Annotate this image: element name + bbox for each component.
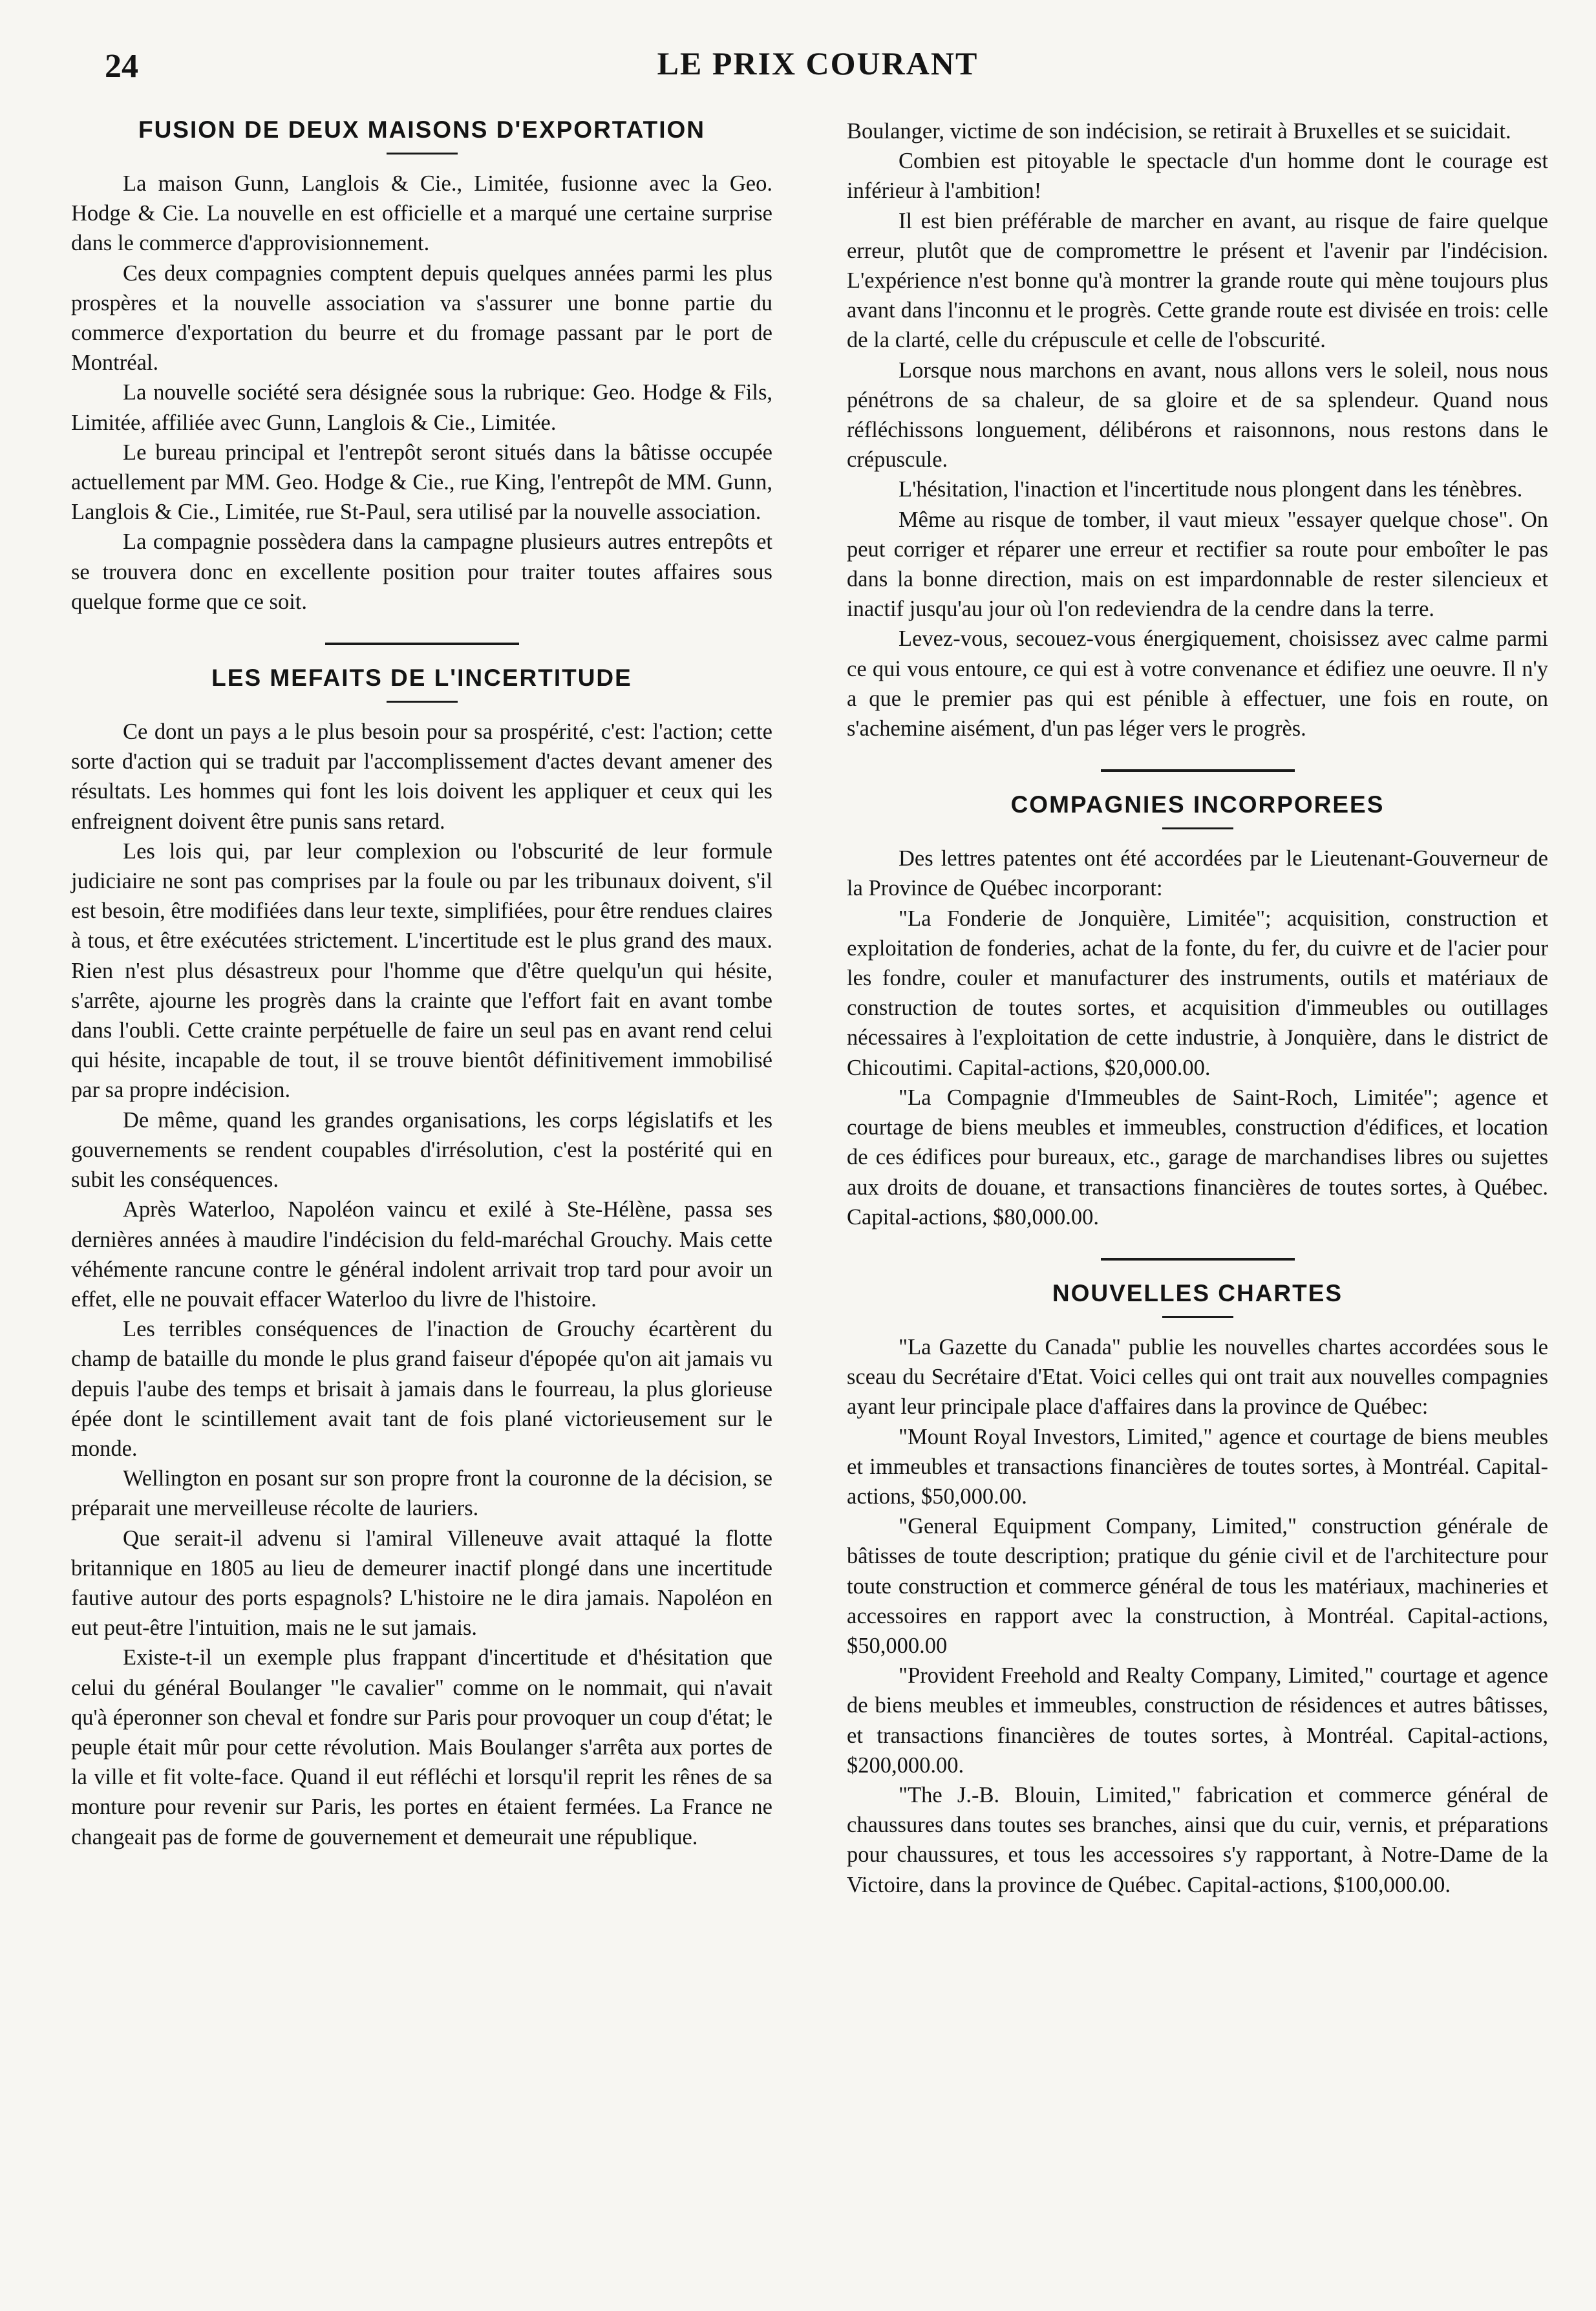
mefaits-continuation: Boulanger, victime de son indécision, se retirait à Bruxelles et se suicidait.: [847, 119, 1511, 144]
chartes-paragraph: "General Equipment Company, Limited," construction générale de bâtisses de toute description; pratique du génie civil et de l'architecture pour toute construction et commerce général de tous les matériaux, machineries et accessoires en rapport avec la construction, à Montréal. Capital-actions, $50,000.00: [847, 1514, 1548, 1658]
mefaits-paragraph: Après Waterloo, Napoléon vaincu et exilé à Ste-Hélène, passa ses dernières années à maudire l'indécision du feld-maréchal Grouchy. Mais cette véhémente rancune contre le général indolent arrivait trop tard pour avoir un effet, elle ne pouvait effacer Waterloo du livre de l'histoire.: [71, 1197, 772, 1312]
chartes-paragraph: "La Gazette du Canada" publie les nouvelles chartes accordées sous le sceau du Secrétaire d'Etat. Voici celles qui ont trait aux nouvelles compagnies ayant leur principale place d'affaires dans la province de Québec:: [847, 1334, 1548, 1420]
right-column: [847, 116, 1548, 1900]
title-rule: [1162, 827, 1233, 829]
mefaits-paragraph: Les terribles conséquences de l'inaction de Grouchy écartèrent du champ de bataille du monde le plus grand faiseur d'épopée qu'on ait jamais vu depuis l'aube des temps et brisait à jamais dans le fourreau, la plus glorieuse épée dont le scintillement avait tant de fois plané victorieusement sur le monde.: [71, 1317, 772, 1461]
fusion-paragraph: La nouvelle société sera désignée sous la rubrique: Geo. Hodge & Fils, Limitée, affiliée avec Gunn, Langlois & Cie., Limitée.: [71, 380, 772, 435]
chartes-paragraph: "Provident Freehold and Realty Company, Limited," courtage et agence de biens meubles et immeubles, construction de résidences et autres bâtisses, et transactions financières de toutes sortes, à Montréal. Capital-actions, $200,000.00.: [847, 1663, 1548, 1778]
title-rule: [387, 701, 458, 703]
title-rule: [1162, 1316, 1233, 1318]
mefaits-paragraph: Les lois qui, par leur complexion ou l'obscurité de leur formule judiciaire ne sont pas comprises par la foule ou par les tribunaux doivent, s'il est besoin, être modifiées dans leur texte, simplifiées, pour être rendues claires à tous, et être exécutées strictement. L'incertitude est le plus grand des maux. Rien n'est plus désastreux pour l'homme que d'être quelqu'un qui hésite, s'arrête, ajourne les progrès dans la crainte que l'effort fait en avant tombe dans l'oubli. Cette crainte perpétuelle de faire un seul pas en avant rend celui qui hésite, incapable de tout, il se trouve bientôt définitivement immobilisé par sa propre indécision.: [71, 838, 772, 1103]
mefaits-paragraph: Wellington en posant sur son propre front la couronne de la décision, se préparait une merveilleuse récolte de lauriers.: [71, 1466, 772, 1521]
fusion-paragraph: La maison Gunn, Langlois & Cie., Limitée, fusionne avec la Geo. Hodge & Cie. La nouvelle en est officielle et a marqué une certaine surprise dans le commerce d'approvisionnement.: [71, 171, 772, 256]
chartes-paragraph: "Mount Royal Investors, Limited," agence et courtage de biens meubles et immeubles et transactions financières de toutes sortes, à Montréal. Capital-actions, $50,000.00.: [847, 1424, 1548, 1509]
chartes-paragraph: "The J.-B. Blouin, Limited," fabrication et commerce général de chaussures dans toutes ses branches, ainsi que du cuir, vernis, et préparations pour chaussures, et tous les accessoires s'y rapportant, à Notre-Dame de la Victoire, dans la province de Québec. Capital-actions, $100,000.00.: [847, 1782, 1548, 1897]
section-divider: [325, 643, 519, 645]
compagnies-paragraph: "La Compagnie d'Immeubles de Saint-Roch, Limitée"; agence et courtage de biens meubles et immeubles, construction d'édifices, et location de ces édifices pour bureaux, etc., garage de marchandises libres ou sujettes aux droits de douane, et transactions financières de toutes sortes, à Québec. Capital-actions, $80,000.00.: [847, 1085, 1548, 1230]
title-rule: [387, 153, 458, 154]
mefaits-continuation: Combien est pitoyable le spectacle d'un homme dont le courage est inférieur à l'ambition!: [847, 149, 1548, 204]
masthead: LE PRIX COURANT: [657, 45, 979, 81]
page-number: 24: [105, 48, 138, 85]
chartes-title: NOUVELLES CHARTES: [1052, 1279, 1343, 1306]
compagnies-title: COMPAGNIES INCORPOREES: [1010, 791, 1385, 818]
compagnies-paragraph: Des lettres patentes ont été accordées par le Lieutenant-Gouverneur de la Province de Québec incorporant:: [847, 846, 1548, 901]
compagnies-paragraph: "La Fonderie de Jonquière, Limitée"; acquisition, construction et exploitation de fonderies, achat de la fonte, du fer, du cuivre et de l'acier pour les fondre, couler et manufacturer des instruments, outils et matériaux de construction de toutes sortes, et acquisition d'immeubles ou outillages nécessaires à l'exploitation de cette industrie, à Jonquière, dans le district de Chicoutimi. Capital-actions, $20,000.00.: [847, 906, 1548, 1080]
mefaits-continuation: Même au risque de tomber, il vaut mieux "essayer quelque chose". On peut corriger et réparer une erreur et rectifier sa route pour emboîter le pas dans la bonne direction, mais on est impardonnable de rester silencieux et inactif jusqu'au jour où l'on redeviendra de la cendre dans la terre.: [847, 507, 1548, 622]
fusion-paragraph: Ces deux compagnies comptent depuis quelques années parmi les plus prospères et la nouvelle association va s'assurer une bonne partie du commerce d'exportation du beurre et du fromage passant par le port de Montréal.: [71, 261, 772, 376]
mefaits-paragraph: Existe-t-il un exemple plus frappant d'incertitude et d'hésitation que celui du général Boulanger "le cavalier" comme on le nommait, qui n'avait qu'à éperonner son cheval et fondre sur Paris pour provoquer un coup d'état; le peuple était mûr pour cette révolution. Mais Boulanger s'arrêta aux portes de la ville et fit volte-face. Quand il eut réfléchi et lorsqu'il reprit les rênes de sa monture pour revenir sur Paris, les portes en étaient fermées. La France ne changeait pas de forme de gouvernement et demeurait une république.: [71, 1645, 772, 1849]
mefaits-paragraph: Ce dont un pays a le plus besoin pour sa prospérité, c'est: l'action; cette sorte d'action qui se traduit par l'accomplissement d'actes devant amener des résultats. Les hommes qui font les lois doivent les appliquer et ceux qui les enfreignent doivent être punis sans retard.: [71, 719, 772, 834]
mefaits-paragraph: Que serait-il advenu si l'amiral Villeneuve avait attaqué la flotte britannique en 1805 au lieu de demeurer inactif plongé dans une incertitude fautive autour des ports espagnols? L'histoire ne le dira jamais. Napoléon en eut peut-être l'intuition, mais ne le sut jamais.: [71, 1526, 772, 1641]
page-header: [97, 36, 1538, 100]
fusion-paragraph: Le bureau principal et l'entrepôt seront situés dans la bâtisse occupée actuellement par MM. Geo. Hodge & Cie., rue King, l'entrepôt de MM. Gunn, Langlois & Cie., Limitée, rue St-Paul, sera utilisé par la nouvelle association.: [71, 440, 772, 525]
mefaits-continuation: Lorsque nous marchons en avant, nous allons vers le soleil, nous nous pénétrons de sa chaleur, de sa gloire et de sa splendeur. Quand nous réfléchissons longuement, délibérons et raisonnons, nous restons dans le crépuscule.: [847, 357, 1548, 473]
fusion-title: FUSION DE DEUX MAISONS D'EXPORTATION: [138, 116, 706, 143]
mefaits-paragraph: De même, quand les grandes organisations, les corps législatifs et les gouvernements se rendent coupables d'irrésolution, c'est la postérité qui en subit les conséquences.: [71, 1107, 772, 1193]
mefaits-continuation: Il est bien préférable de marcher en avant, au risque de faire quelque erreur, plutôt que de compromettre le présent et l'avenir par l'indécision. L'expérience n'est bonne qu'à montrer la grande route qui mène toujours plus avant dans l'inconnu et le progrès. Cette grande route est divisée en trois: celle de la clarté, celle du crépuscule et celle de l'obscurité.: [847, 208, 1548, 353]
section-divider: [1101, 1258, 1295, 1261]
section-divider: [1101, 769, 1295, 772]
mefaits-continuation: L'hésitation, l'inaction et l'incertitude nous plongent dans les ténèbres.: [899, 477, 1523, 502]
fusion-paragraph: La compagnie possèdera dans la campagne plusieurs autres entrepôts et se trouvera donc en excellente position pour traiter toutes affaires sous quelque forme que ce soit.: [71, 529, 772, 614]
mefaits-continuation: Levez-vous, secouez-vous énergiquement, choisissez avec calme parmi ce qui vous entoure, ce qui est à votre convenance et édifiez une oeuvre. Il n'y a que le premier pas qui est pénible à effectuer, une fois en route, on s'achemine aisément, d'un pas léger vers le progrès.: [847, 626, 1548, 741]
mefaits-title: LES MEFAITS DE L'INCERTITUDE: [211, 665, 632, 692]
left-column: [71, 116, 772, 1852]
